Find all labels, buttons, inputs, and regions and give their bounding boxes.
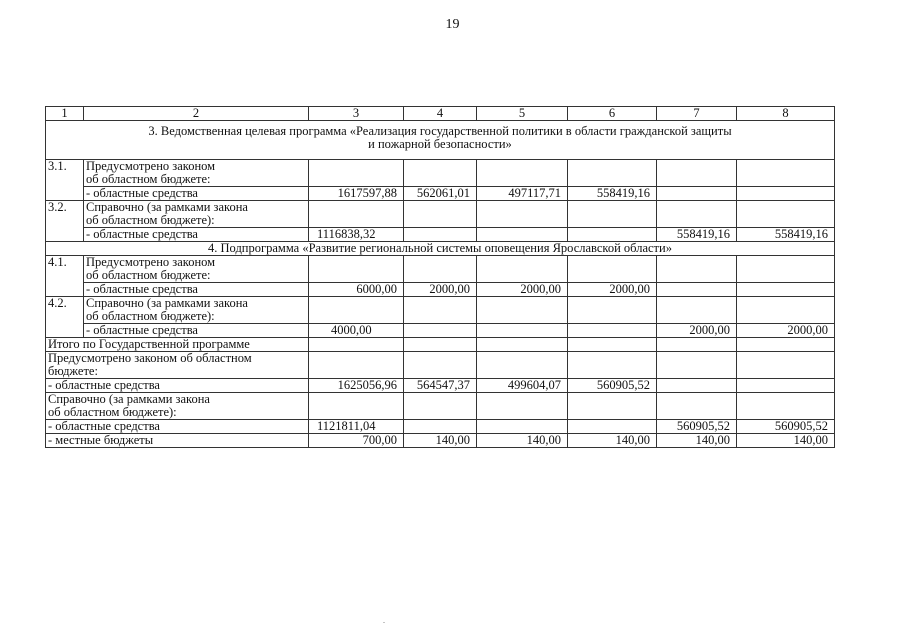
header-cell: 7 bbox=[657, 107, 737, 121]
table-row bbox=[46, 324, 835, 338]
row-label: об областном бюджете): bbox=[48, 405, 177, 419]
value-cell: 6000,00 bbox=[309, 283, 404, 297]
section-4-title: 4. Подпрограмма «Развитие региональной системы оповещения Ярославской области» bbox=[46, 242, 835, 256]
row-sublabel: - областные средства bbox=[84, 283, 309, 297]
row-index: 3.1. bbox=[46, 160, 84, 201]
budget-table bbox=[45, 106, 835, 448]
value-cell: 560905,52 bbox=[657, 420, 737, 434]
table-row bbox=[46, 228, 835, 242]
value-cell bbox=[568, 324, 657, 338]
value-cell: 2000,00 bbox=[477, 283, 568, 297]
row-label: об областном бюджете: bbox=[86, 172, 211, 186]
value-cell bbox=[404, 228, 477, 242]
row-sublabel: - областные средства bbox=[84, 228, 309, 242]
row-label: об областном бюджете): bbox=[86, 309, 215, 323]
value-cell bbox=[404, 420, 477, 434]
value-cell bbox=[737, 187, 835, 201]
row-label: Предусмотрено законом bbox=[86, 255, 216, 269]
table-row bbox=[46, 160, 835, 187]
row-index: 4.1. bbox=[46, 256, 84, 297]
value-cell bbox=[477, 324, 568, 338]
value-cell: 1121811,04 bbox=[309, 420, 404, 434]
value-cell bbox=[404, 324, 477, 338]
header-cell: 1 bbox=[46, 107, 84, 121]
row-label: Предусмотрено законом bbox=[86, 159, 216, 173]
row-label: Справочно (за рамками закона bbox=[86, 200, 248, 214]
table-row bbox=[46, 283, 835, 297]
value-cell: 560905,52 bbox=[568, 379, 657, 393]
value-cell bbox=[657, 283, 737, 297]
value-cell: 2000,00 bbox=[737, 324, 835, 338]
table-row bbox=[46, 393, 835, 420]
value-cell bbox=[657, 187, 737, 201]
value-cell: 2000,00 bbox=[568, 283, 657, 297]
header-row bbox=[46, 107, 835, 121]
value-cell: 497117,71 bbox=[477, 187, 568, 201]
header-cell: 4 bbox=[404, 107, 477, 121]
row-label: бюджете: bbox=[48, 364, 98, 378]
header-cell: 2 bbox=[84, 107, 309, 121]
total-label: Итого по Государственной программе bbox=[46, 338, 309, 352]
value-cell: 1617597,88 bbox=[309, 187, 404, 201]
table-row bbox=[46, 201, 835, 228]
value-cell: 499604,07 bbox=[477, 379, 568, 393]
value-cell bbox=[657, 379, 737, 393]
header-cell: 3 bbox=[309, 107, 404, 121]
row-index: 3.2. bbox=[46, 201, 84, 242]
row-sublabel: - областные средства bbox=[84, 187, 309, 201]
value-cell: 564547,37 bbox=[404, 379, 477, 393]
value-cell: 558419,16 bbox=[568, 187, 657, 201]
value-cell bbox=[737, 379, 835, 393]
value-cell: 140,00 bbox=[568, 434, 657, 448]
value-cell: 560905,52 bbox=[737, 420, 835, 434]
value-cell: 700,00 bbox=[309, 434, 404, 448]
row-sublabel: - местные бюджеты bbox=[46, 434, 309, 448]
table-row bbox=[46, 379, 835, 393]
value-cell: 2000,00 bbox=[657, 324, 737, 338]
scan-speck: . bbox=[383, 616, 385, 625]
section-3-title-line2: и пожарной безопасности» bbox=[368, 137, 512, 151]
section-3-row bbox=[46, 121, 835, 160]
row-label: Предусмотрено законом об областном bbox=[48, 351, 252, 365]
value-cell: 1625056,96 bbox=[309, 379, 404, 393]
total-title-row bbox=[46, 338, 835, 352]
section-4-row bbox=[46, 242, 835, 256]
header-cell: 5 bbox=[477, 107, 568, 121]
value-cell: 562061,01 bbox=[404, 187, 477, 201]
header-cell: 8 bbox=[737, 107, 835, 121]
section-3-title-line1: 3. Ведомственная целевая программа «Реализация государственной политики в области гражданской защиты bbox=[148, 124, 732, 138]
row-label: об областном бюджете: bbox=[86, 268, 211, 282]
page-number: 19 bbox=[445, 17, 460, 32]
header-cell: 6 bbox=[568, 107, 657, 121]
row-sublabel: - областные средства bbox=[84, 324, 309, 338]
row-label: Справочно (за рамками закона bbox=[48, 392, 210, 406]
value-cell: 140,00 bbox=[657, 434, 737, 448]
value-cell bbox=[737, 283, 835, 297]
table-row bbox=[46, 297, 835, 324]
row-label: об областном бюджете): bbox=[86, 213, 215, 227]
value-cell: 4000,00 bbox=[309, 324, 404, 338]
table-row bbox=[46, 256, 835, 283]
table-row bbox=[46, 420, 835, 434]
value-cell: 558419,16 bbox=[737, 228, 835, 242]
value-cell: 2000,00 bbox=[404, 283, 477, 297]
value-cell: 140,00 bbox=[737, 434, 835, 448]
value-cell bbox=[477, 228, 568, 242]
table-row bbox=[46, 187, 835, 201]
value-cell bbox=[477, 420, 568, 434]
table-row bbox=[46, 434, 835, 448]
table-row bbox=[46, 352, 835, 379]
row-index: 4.2. bbox=[46, 297, 84, 338]
value-cell: 140,00 bbox=[477, 434, 568, 448]
value-cell bbox=[568, 228, 657, 242]
row-sublabel: - областные средства bbox=[46, 420, 309, 434]
value-cell: 1116838,32 bbox=[309, 228, 404, 242]
value-cell bbox=[568, 420, 657, 434]
value-cell: 558419,16 bbox=[657, 228, 737, 242]
value-cell: 140,00 bbox=[404, 434, 477, 448]
row-sublabel: - областные средства bbox=[46, 379, 309, 393]
row-label: Справочно (за рамками закона bbox=[86, 296, 248, 310]
